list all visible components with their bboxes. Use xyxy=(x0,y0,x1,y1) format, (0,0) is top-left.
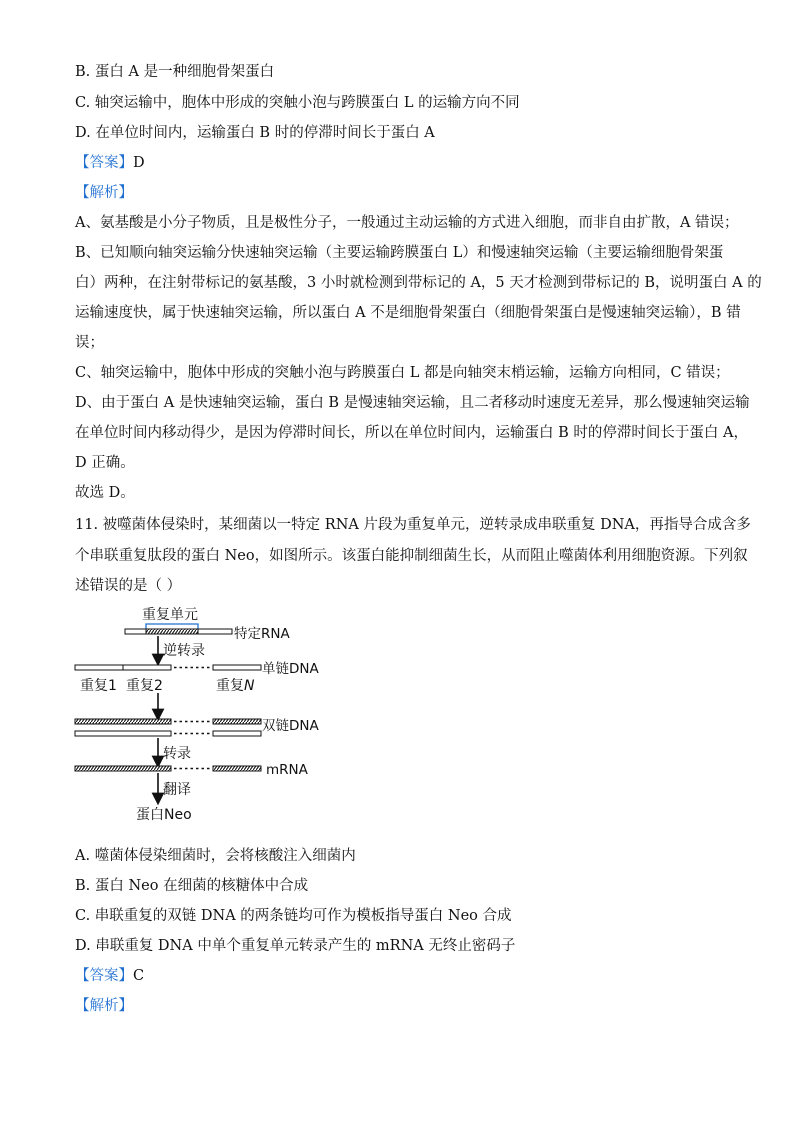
reverse-transcription-label: 逆转录 xyxy=(163,643,205,659)
q10-analysis-d-2: 在单位时间内移动得少，是因为停滞时间长，所以在单位时间内，运输蛋白 B 时的停滞时间长于蛋白 A， xyxy=(75,425,748,441)
q10-answer-value: D xyxy=(133,155,145,171)
answer-label: 【答案】 xyxy=(75,155,133,171)
mrna-label: mRNA xyxy=(266,762,308,778)
q11-option-c: C. 串联重复的双链 DNA 的两条链均可作为模板指导蛋白 Neo 合成 xyxy=(75,908,512,924)
repeat-n-label xyxy=(216,678,255,694)
ssdna-segment-2 xyxy=(123,665,171,670)
q10-option-b: B. 蛋白 A 是一种细胞骨架蛋白 xyxy=(75,64,275,80)
ssdna-segment-n xyxy=(213,665,261,670)
q11-answer-line xyxy=(75,966,144,986)
q10-analysis-c: C、轴突运输中，胞体中形成的突触小泡与跨膜蛋白 L 都是向轴突末梢运输，运输方向相同，C 错误； xyxy=(75,365,730,381)
q10-answer-line xyxy=(75,153,145,173)
q10-analysis-a: A、氨基酸是小分子物质，且是极性分子，一般通过主动运输的方式进入细胞，而非自由扩散，A 错误； xyxy=(75,215,739,231)
dsdna-label: 双链DNA xyxy=(262,718,319,734)
transcription-label: 转录 xyxy=(163,746,191,762)
q11-analysis-label: 【解析】 xyxy=(75,998,133,1014)
repeat-n-italic: N xyxy=(244,678,255,694)
q11-option-b: B. 蛋白 Neo 在细菌的核糖体中合成 xyxy=(75,878,309,894)
analysis-label: 【解析】 xyxy=(75,185,133,201)
dsdna-bottom-strand-n xyxy=(213,731,261,736)
q11-stem-3: 述错误的是（ ） xyxy=(75,578,182,594)
protein-neo-label: 蛋白Neo xyxy=(136,807,192,823)
q10-analysis-b-4: 误； xyxy=(75,335,104,351)
q10-analysis-d-3: D 正确。 xyxy=(75,455,135,471)
q10-option-c: C. 轴突运输中，胞体中形成的突触小泡与跨膜蛋白 L 的运输方向不同 xyxy=(75,95,520,111)
q10-analysis-b-2: 白）两种，在注射带标记的氨基酸，3 小时就检测到带标记的 A，5 天才检测到带标记的 B，说明蛋白 A 的 xyxy=(75,275,762,291)
repeat-2-label: 重复2 xyxy=(126,678,163,694)
q11-option-a: A. 噬菌体侵染细菌时，会将核酸注入细菌内 xyxy=(75,848,356,864)
ssdna-label: 单链DNA xyxy=(262,661,319,677)
mrna-strand-n xyxy=(213,766,261,771)
q11-diagram xyxy=(70,602,350,832)
q10-option-d: D. 在单位时间内，运输蛋白 B 时的停滞时间长于蛋白 A xyxy=(75,125,435,141)
q10-conclusion: 故选 D。 xyxy=(75,485,135,501)
q11-answer-value: C xyxy=(133,968,145,984)
ssdna-segment-1 xyxy=(75,665,123,670)
mrna-strand xyxy=(75,766,171,771)
specific-rna-label: 特定RNA xyxy=(234,626,290,642)
q10-analysis-label xyxy=(75,183,133,203)
specific-rna-repeat xyxy=(146,629,198,634)
dsdna-bottom-strand xyxy=(75,731,171,736)
q11-option-d: D. 串联重复 DNA 中单个重复单元转录产生的 mRNA 无终止密码子 xyxy=(75,938,516,954)
dsdna-top-strand-n xyxy=(213,719,261,724)
q11-analysis-label-line xyxy=(75,996,133,1016)
q10-analysis-d-1: D、由于蛋白 A 是快速轴突运输，蛋白 B 是慢速轴突运输，且二者移动时速度无差异，那么慢速轴突运输 xyxy=(75,395,750,411)
q11-stem-2: 个串联重复肽段的蛋白 Neo，如图所示。该蛋白能抑制细菌生长，从而阻止噬菌体利用细胞资源。下列叙 xyxy=(75,548,748,564)
q11-answer-label: 【答案】 xyxy=(75,968,133,984)
translation-label: 翻译 xyxy=(163,782,191,798)
q10-analysis-b-1: B、已知顺向轴突运输分快速轴突运输（主要运输跨膜蛋白 L）和慢速轴突运输（主要运输细胞骨架蛋 xyxy=(75,245,724,261)
dsdna-top-strand xyxy=(75,719,171,724)
repeat-unit-bracket xyxy=(146,624,198,629)
repeat-1-label: 重复1 xyxy=(80,678,117,694)
q11-stem-1: 11. 被噬菌体侵染时，某细菌以一特定 RNA 片段为重复单元，逆转录成串联重复 DNA，再指导合成含多 xyxy=(75,517,751,533)
repeat-n-prefix: 重复 xyxy=(216,678,244,694)
repeat-unit-label: 重复单元 xyxy=(142,607,198,623)
q10-analysis-b-3: 运输速度快，属于快速轴突运输，所以蛋白 A 不是细胞骨架蛋白（细胞骨架蛋白是慢速轴突运输），B 错 xyxy=(75,305,741,321)
